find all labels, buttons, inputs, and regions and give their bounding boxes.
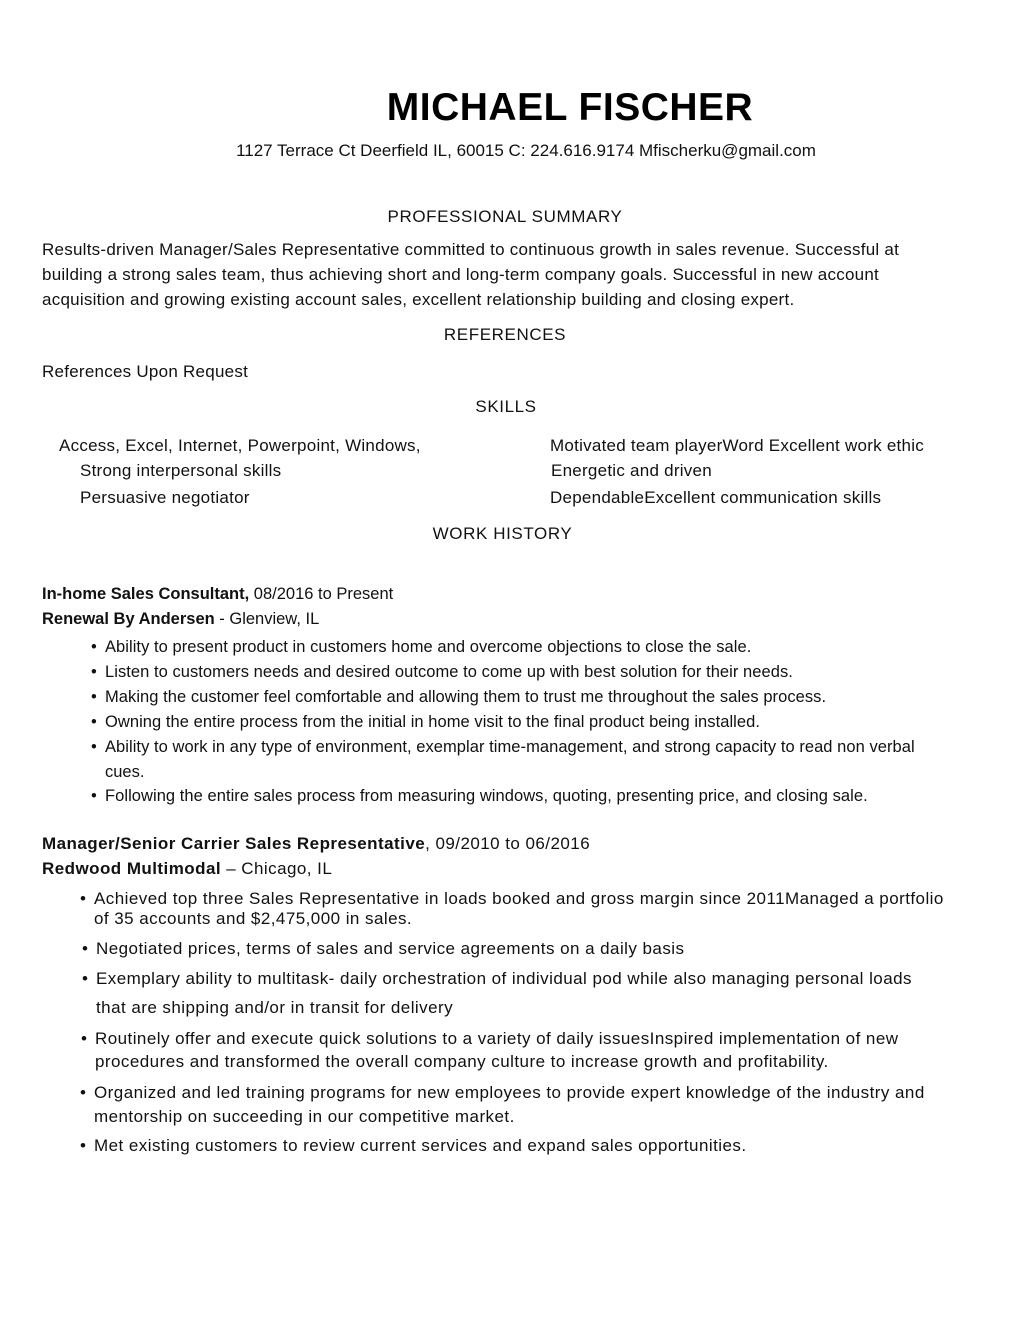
job-header [42,834,590,854]
list-item-continuation: that are shipping and/or in transit for delivery [96,998,454,1017]
list-item-continuation: of 35 accounts and $2,475,000 in sales. [94,909,413,928]
skill-item: Access, Excel, Internet, Powerpoint, Windows, [59,436,421,455]
skills-heading: SKILLS [475,397,537,416]
list-item: • Listen to customers needs and desired outcome to come up with best solution for their needs. [105,660,1005,685]
contact-info: 1127 Terrace Ct Deerfield IL, 60015 C: 224.616.9174 Mfischerku@gmail.com [236,141,816,160]
company-name: Renewal By Andersen [42,610,215,628]
summary-line: Results-driven Manager/Sales Representative committed to continuous growth in sales revenue. Successful at [42,240,900,259]
list-item: • Ability to work in any type of environment, exemplar time-management, and strong capacity to read non verbal [105,735,1005,760]
job-dates: 08/2016 to Present [249,585,394,603]
company-name: Redwood Multimodal [42,859,222,878]
list-item: • Owning the entire process from the initial in home visit to the final product being installed. [105,710,1005,735]
summary-line: acquisition and growing existing account sales, excellent relationship building and closing expert. [42,290,795,309]
skill-item: Energetic and driven [551,461,712,480]
list-item-continuation: procedures and transformed the overall company culture to increase growth and profitability. [95,1052,829,1071]
summary-heading: PROFESSIONAL SUMMARY [387,207,623,226]
work-history-heading: WORK HISTORY [432,524,573,543]
job-company-line [42,610,319,629]
references-text: References Upon Request [42,362,249,381]
list-item: • Met existing customers to review current services and expand sales opportunities. [94,1135,1024,1157]
job-title: Manager/Senior Carrier Sales Representative [42,834,426,853]
company-location: – Chicago, IL [221,859,333,878]
job-dates: , 09/2010 to 06/2016 [425,834,591,853]
list-item: • Organized and led training programs for new employees to provide expert knowledge of the industry and [94,1082,1024,1104]
references-heading: REFERENCES [443,325,567,344]
skill-item: DependableExcellent communication skills [550,488,882,507]
list-item: • Negotiated prices, terms of sales and service agreements on a daily basis [96,938,1024,960]
skill-item: Persuasive negotiator [80,488,250,507]
list-item-continuation: cues. [105,763,145,781]
skill-item: Motivated team playerWord Excellent work ethic [550,436,925,455]
list-item: • Following the entire sales process from measuring windows, quoting, presenting price, and closing sale. [105,784,1005,809]
job-header [42,585,393,604]
list-item: • Ability to present product in customers home and overcome objections to close the sale. [105,635,1005,660]
list-item: • Achieved top three Sales Representative in loads booked and gross margin since 2011Managed a portfolio [94,888,1024,910]
job-title: In-home Sales Consultant, [42,585,250,603]
job-company-line [42,859,332,879]
list-item: • Routinely offer and execute quick solutions to a variety of daily issuesInspired implementation of new [95,1028,1024,1050]
list-item: • Exemplary ability to multitask- daily orchestration of individual pod while also managing personal loads [96,968,1024,990]
list-item: • Making the customer feel comfortable and allowing them to trust me throughout the sales process. [105,685,1005,710]
skill-item: Strong interpersonal skills [80,461,282,480]
summary-line: building a strong sales team, thus achieving short and long-term company goals. Successful in new account [42,265,880,284]
resume-name: MICHAEL FISCHER [386,86,754,129]
company-location: - Glenview, IL [214,610,320,628]
list-item-continuation: mentorship on succeeding in our competitive market. [94,1107,515,1126]
